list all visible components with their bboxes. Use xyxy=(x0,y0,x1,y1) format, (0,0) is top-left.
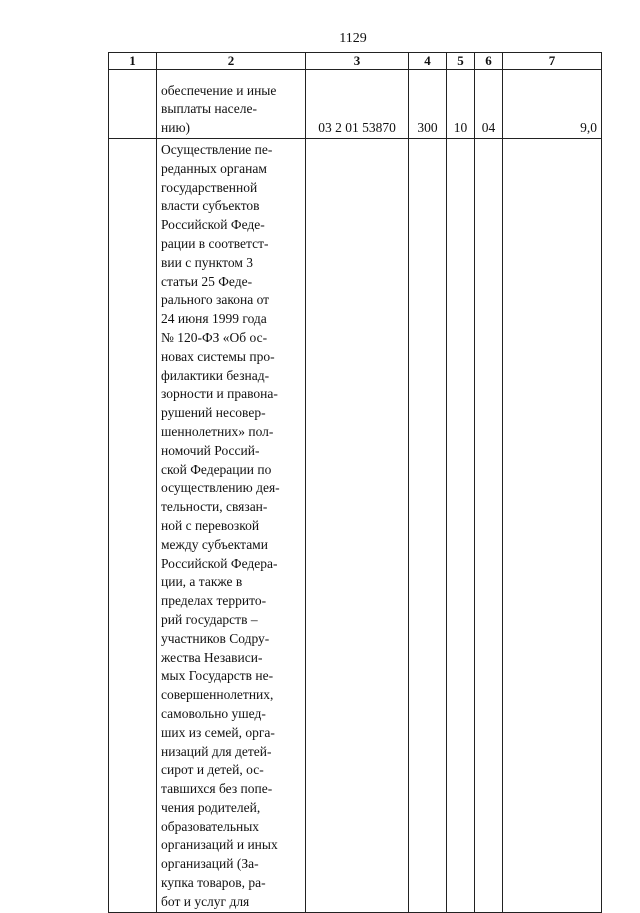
expense-type-cell: 300 xyxy=(409,70,447,139)
column-header-1: 1 xyxy=(109,53,157,70)
subsection-cell xyxy=(475,139,503,913)
table-row xyxy=(109,70,602,139)
target-article-cell xyxy=(306,139,409,913)
amount-cell: 9,0 xyxy=(503,70,602,139)
section-cell: 10 xyxy=(447,70,475,139)
amount-cell xyxy=(503,139,602,913)
table-row xyxy=(109,139,602,913)
row-number-cell xyxy=(109,139,157,913)
column-header-2: 2 xyxy=(157,53,306,70)
table-header-row xyxy=(109,53,602,70)
column-header-6: 6 xyxy=(475,53,503,70)
description-cell: обеспечение и иные выплаты населе- нию) xyxy=(157,70,306,139)
budget-table xyxy=(108,52,602,913)
expense-type-cell xyxy=(409,139,447,913)
column-header-3: 3 xyxy=(306,53,409,70)
row-number-cell xyxy=(109,70,157,139)
column-header-5: 5 xyxy=(447,53,475,70)
column-header-4: 4 xyxy=(409,53,447,70)
subsection-cell: 04 xyxy=(475,70,503,139)
target-article-cell: 03 2 01 53870 xyxy=(306,70,409,139)
description-cell: Осуществление пе- реданных органам государственной власти субъектов Российской Феде- рации в соответст- вии с пунктом 3 статьи 25 Феде- рального закона от 24 июня 1999 года № 120-ФЗ «Об ос- новах системы про- филактики безнад- зорности и правона- рушений несовер- шеннолетних» пол- номочий Россий- ской Федерации по осуществлению дея- тельности, связан- ной с перевозкой между субъектами Российской Федера- ции, а также в пределах террито- рий государств – участников Содру- жества Независи- мых Государств не- совершеннолетних, самовольно ушед- ших из семей, орга- низаций для детей- сирот и детей, ос- тавшихся без попе- чения родителей, образовательных организаций и иных организаций (За- купка товаров, ра- бот и услуг для xyxy=(157,139,306,913)
page-number: 1129 xyxy=(339,31,367,46)
section-cell xyxy=(447,139,475,913)
column-header-7: 7 xyxy=(503,53,602,70)
